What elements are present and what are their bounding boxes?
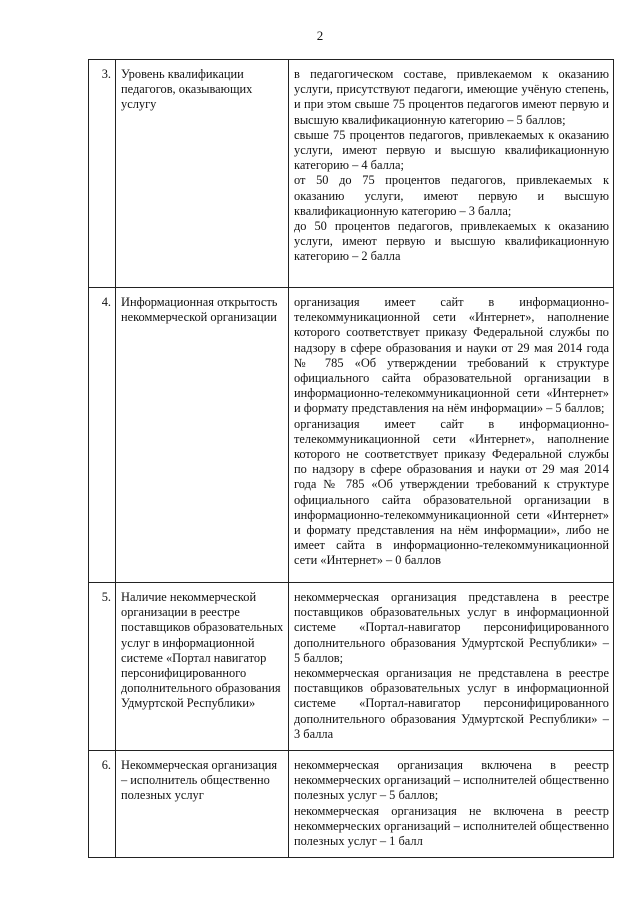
row-number: 4. [89, 288, 116, 583]
score-cell [289, 288, 614, 583]
table-row [89, 751, 614, 858]
row-number: 6. [89, 751, 116, 858]
score-text: свыше 75 процентов педагогов, привлекаемых к оказанию услуги, имеют первую и высшую квалификационную категорию – 4 балла; [294, 127, 609, 173]
score-text: организация имеет сайт в информационно-телекоммуникационной сети «Интернет», наполнение которого не соответствует приказу Федеральной службы по надзору в сфере образования и науки от 29 мая 2014 года № 785 «Об утверждении требований к структуре официального сайта образовательной организации в информационно-телекоммуникационной сети «Интернет» и формату представления на нём информации», либо не имеет сайта в информационно-телекоммуникационной сети «Интернет» – 0 баллов [294, 416, 609, 568]
row-number: 5. [89, 583, 116, 751]
score-text: в педагогическом составе, привлекаемом к оказанию услуги, присутствуют педагоги, имеющие учёную степень, и при этом свыше 75 процентов педагогов имеют первую и высшую квалификационную категорию – 5 баллов; [294, 67, 609, 127]
page-number: 2 [316, 28, 324, 43]
score-text: от 50 до 75 процентов педагогов, привлекаемых к оказанию услуги, имеют первую и высшую квалификационную категорию – 3 балла; [294, 173, 609, 218]
score-text: до 50 процентов педагогов, привлекаемых к оказанию услуги, имеют первую и высшую квалификационную категорию – 2 балла [294, 219, 609, 264]
criterion-cell: Некоммерческая организация – исполнитель общественно полезных услуг [116, 751, 289, 858]
criterion-cell: Уровень квалификации педагогов, оказывающих услугу [116, 60, 289, 288]
score-text: организация имеет сайт в информационно-телекоммуникационной сети «Интернет», наполнение которого соответствует приказу Федеральной службы по надзору в сфере образования и науки от 29 мая 2014 года № 785 «Об утверждении требований к структуре официального сайта образовательной организации в информационно-телекоммуникационной сети «Интернет» и формату представления на нём информации» – 5 баллов; [294, 295, 609, 416]
criteria-table [88, 59, 614, 858]
row-number: 3. [89, 60, 116, 288]
score-text: некоммерческая организация включена в реестр некоммерческих организаций – исполнителей общественно полезных услуг – 5 баллов; [294, 758, 610, 803]
score-cell [289, 60, 614, 288]
score-cell [289, 583, 614, 751]
score-cell [289, 751, 614, 858]
table-row [89, 60, 614, 288]
score-text: некоммерческая организация не включена в реестр некоммерческих организаций – исполнителей общественно полезных услуг – 1 балл [294, 803, 610, 849]
criterion-cell: Информационная открытость некоммерческой организации [116, 288, 289, 583]
table-row [89, 288, 614, 583]
table-row [89, 583, 614, 751]
criterion-cell: Наличие некоммерческой организации в реестре поставщиков образовательных услуг в информационной системе «Портал навигатор персонифицированного дополнительного образования Удмуртской Республики» [116, 583, 289, 751]
score-text: некоммерческая организация не представлена в реестре поставщиков образовательных услуг в информационной системе «Портал-навигатор персонифицированного дополнительного образования Удмуртской Республики» – 3 балла [294, 666, 609, 741]
score-text: некоммерческая организация представлена в реестре поставщиков образовательных услуг в информационной системе «Портал-навигатор персонифицированного дополнительного образования Удмуртской Республики» – 5 баллов; [294, 590, 609, 665]
